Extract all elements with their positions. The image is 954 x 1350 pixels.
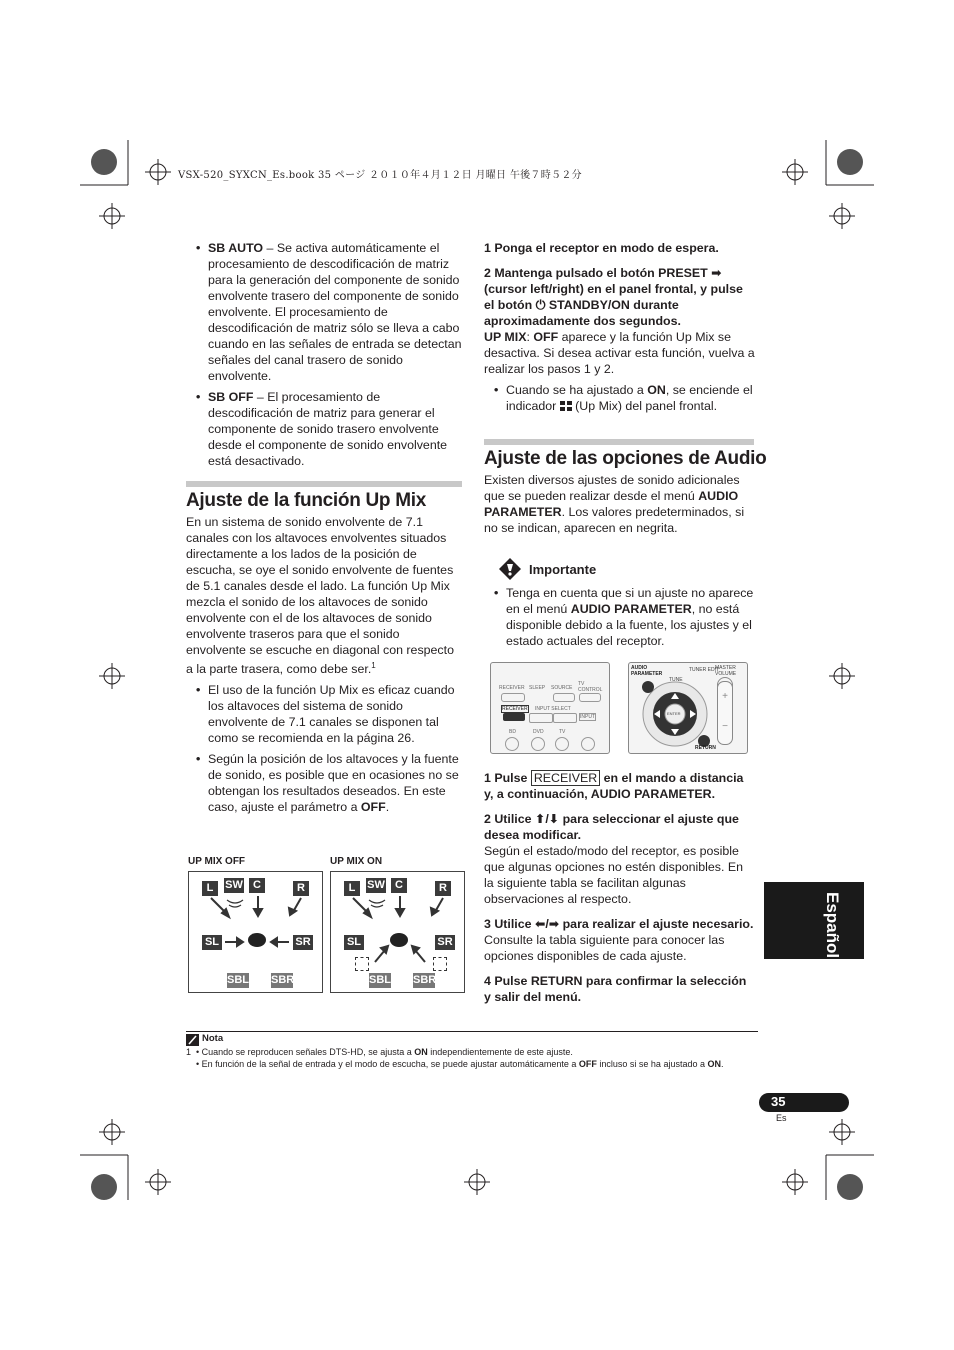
language-code: Es — [776, 1113, 787, 1123]
upmix-text — [186, 514, 462, 815]
section-rule — [186, 481, 462, 487]
speaker-sbl: SBL — [227, 974, 249, 986]
return-label: RETURN — [695, 745, 716, 751]
upmix-intro: En un sistema de sonido envolvente de 7.1 canales con los altavoces envolventes situados directamente a los lados de la posición de escucha, se oye el sonido envolvente de fuentes de 5.1 canales desde el lado. La función Up Mix mezcla el sonido de los altavoces de sonido envolvente con el de los altavoces de sonido envolvente traseros para que el sonido envolvente se escuche en diagonal con respecto a la parte trasera, como debe ser.$^1$ — [186, 515, 454, 677]
speaker-sbr: SBR — [413, 974, 437, 986]
tv-button[interactable] — [555, 737, 569, 751]
footnote-text: 1 • Cuando se reproducen señales DTS-HD, se ajusta a ON independientemente de este ajuste. • En función de la señal de entrada y el modo de escucha, se puede ajustar automáticamente a OFF incluso si se ha ajustado a ON. — [186, 1047, 724, 1069]
note-title: Nota — [202, 1033, 224, 1044]
language-tab: Español — [764, 882, 864, 959]
list-item: • Cuando se ha ajustado a ON, se enciende el indicador (Up Mix) del panel frontal. — [484, 382, 756, 414]
speaker-l: L — [344, 881, 360, 896]
sound-arrows-icon — [189, 872, 322, 992]
upmix-indicator-icon — [560, 401, 572, 411]
audio-steps — [484, 770, 756, 1005]
volume-plus-button[interactable] — [581, 737, 595, 751]
enter-label: ENTER — [667, 711, 681, 716]
section-rule — [484, 439, 754, 445]
step-1: 1 Ponga el receptor en modo de espera. — [484, 241, 719, 255]
speaker-l: L — [202, 881, 218, 896]
input-button[interactable] — [529, 713, 553, 723]
source-button[interactable] — [553, 693, 575, 702]
footnote-rule — [186, 1031, 758, 1032]
upmix-bullets — [186, 682, 462, 815]
file-header-line: VSX-520_SYXCN_Es.book 35 ページ ２０１０年４月１２日 月曜日 午後７時５２分 — [178, 170, 582, 181]
list-item: • Tenga en cuenta que si un ajuste no aparece en el menú AUDIO PARAMETER, no está disponible debido a la fuente, los ajustes y el estado actuales del receptor. — [484, 585, 756, 649]
dvd-button[interactable] — [531, 737, 545, 751]
input-button[interactable] — [553, 713, 577, 723]
step-2: 2 Mantenga pulsado el botón PRESET ➡ (cursor left/right) en el panel frontal, y pulse el botón ⏻ STANDBY/ON durante aproximadamente dos segundos. — [484, 266, 743, 328]
important-text — [484, 585, 756, 649]
speaker-sbl: SBL — [369, 974, 391, 986]
list-item: • El uso de la función Up Mix es eficaz cuando los altavoces del sistema de sonido envolvente de 7.1 canales se disponen tal como se recomienda en la página 26. — [186, 682, 462, 746]
bd-button[interactable] — [505, 737, 519, 751]
speaker-sr: SR — [435, 935, 455, 950]
list-item: • Según la posición de los altavoces y la fuente de sonido, es posible que en ocasiones no se obtengan los resultados deseados. En este caso, ajuste el parámetro a OFF. — [186, 751, 462, 815]
upmix-on-diagram — [330, 871, 465, 993]
upmix-off-note: UP MIX: OFF aparece y la función Up Mix se desactiva. Si desea activar esta función, vuelva a realizar los pasos 1 y 2. — [484, 330, 755, 376]
remote-top-panel: RECEIVER SLEEP SOURCE TV CONTROL RECEIVER INPUT SELECT INPUT BD DVD TV — [490, 662, 610, 754]
list-item: • SB OFF – El procesamiento de descodificación de matriz para generar el componente de sonido trasero envolvente desde el componente de sonido envolvente está desactivado. — [186, 389, 462, 469]
speaker-sr: SR — [293, 935, 313, 950]
speaker-sl: SL — [344, 935, 364, 950]
upmix-on-bullets — [484, 382, 756, 414]
step-r3-body: Consulte la tabla siguiente para conocer las opciones disponibles de cada ajuste. — [484, 933, 725, 963]
speaker-r: R — [435, 881, 451, 896]
section-title-audio-options: Ajuste de las opciones de Audio — [484, 448, 767, 469]
step-r2-body: Según el estado/modo del receptor, es posible que algunas opciones no estén disponibles. En la siguiente tabla se facilitan algunas observaciones al respecto. — [484, 844, 744, 906]
speaker-c: C — [391, 878, 407, 893]
receiver-mode-button[interactable] — [503, 713, 525, 721]
sound-arrows-icon — [331, 872, 464, 992]
standby-steps — [484, 240, 756, 414]
speaker-sbr: SBR — [271, 974, 295, 986]
left-column — [186, 240, 462, 469]
step-r3: 3 Utilice ⬅/➡ para realizar el ajuste necesario. — [484, 917, 754, 931]
receiver-button[interactable]: RECEIVER — [502, 706, 528, 712]
diagram-on-label: UP MIX ON — [330, 856, 383, 867]
important-title: Importante — [529, 562, 597, 577]
page-number-badge: 35 — [759, 1093, 849, 1112]
speaker-sw: SW — [225, 879, 243, 891]
important-icon — [498, 557, 522, 581]
sb-options-list — [186, 240, 462, 469]
receiver-key: RECEIVER — [531, 770, 600, 786]
receiver-power-button[interactable] — [501, 693, 525, 702]
remote-nav-panel: AUDIO PARAMETER TUNER EDIT MASTER VOLUME TUNE ENTER RETURN + − — [628, 662, 748, 754]
section-title-upmix: Ajuste de la función Up Mix — [186, 490, 426, 511]
speaker-r: R — [293, 881, 309, 896]
audio-parameter-label: AUDIO PARAMETER — [631, 665, 663, 677]
speaker-sw: SW — [367, 879, 385, 891]
step-r1: 1 Pulse RECEIVER en el mando a distancia y, a continuación, AUDIO PARAMETER. — [484, 771, 744, 801]
step-r2: 2 Utilice ⬆/⬇ para seleccionar el ajuste que desea modificar. — [484, 812, 739, 842]
audio-intro: Existen diversos ajustes de sonido adicionales que se pueden realizar desde el menú AUDIO PARAMETER. Los valores predeterminados, si no se indican, aparecen en negrita. — [484, 473, 745, 535]
diagram-off-label: UP MIX OFF — [188, 856, 246, 867]
note-pencil-icon — [186, 1033, 200, 1047]
list-item: • SB AUTO – Se activa automáticamente el procesamiento de descodificación de matriz para la generación del componente de sonido envolvente trasero del componente de sonido envolvente. El procesamiento de descodificación de matriz sólo se lleva a cabo cuando en las señales de entrada se detectan señales del canal trasero de sonido envolvente. — [186, 240, 462, 384]
master-volume-rocker[interactable]: + − — [717, 681, 733, 745]
tv-control-button[interactable] — [579, 693, 601, 702]
speaker-c: C — [249, 878, 265, 893]
input-button[interactable]: INPUT — [580, 714, 595, 720]
speaker-sl: SL — [202, 935, 222, 950]
upmix-off-diagram — [188, 871, 323, 993]
step-r4: 4 Pulse RETURN para confirmar la selección y salir del menú. — [484, 974, 747, 1004]
